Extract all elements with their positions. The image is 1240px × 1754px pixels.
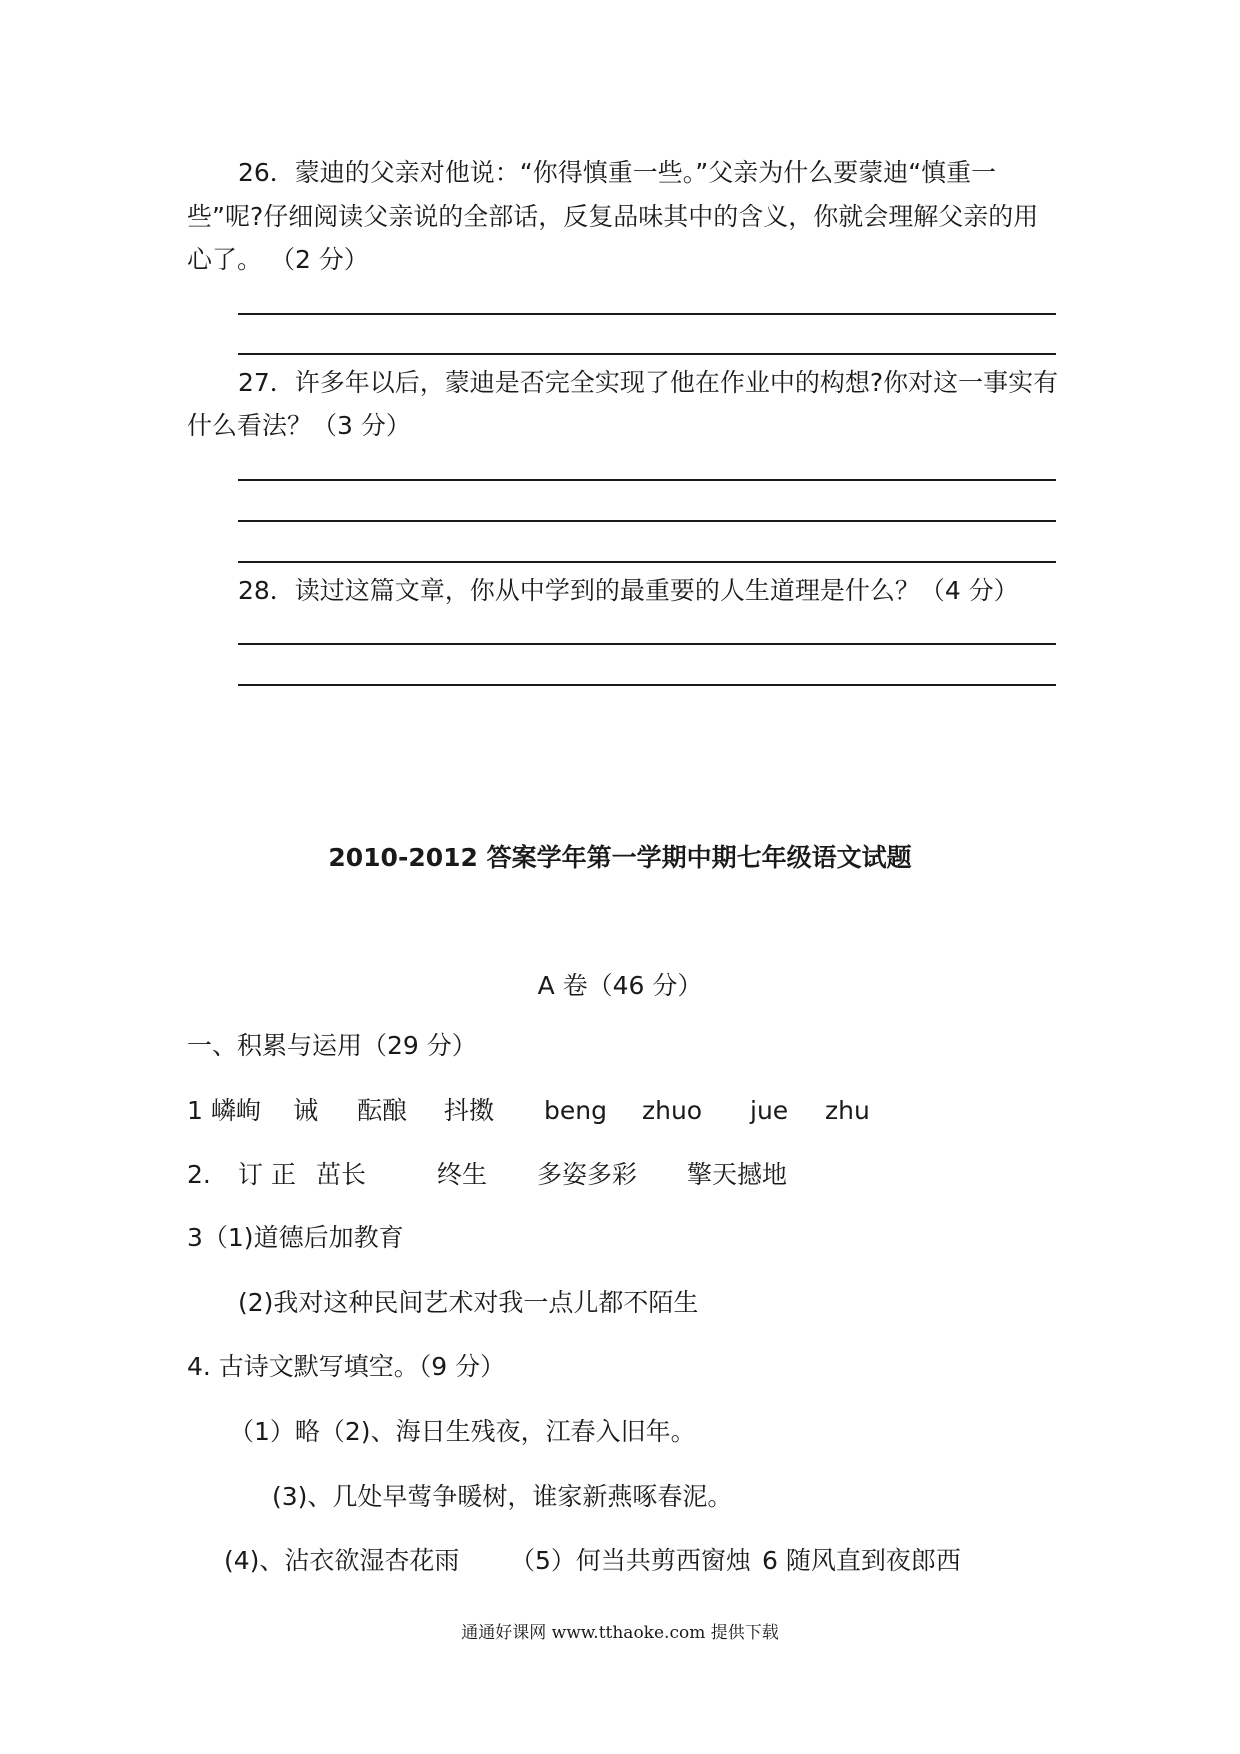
section-heading: 一、积累与运用（29 分）	[187, 1031, 477, 1060]
q26-line-1: 26．蒙迪的父亲对他说：“你得慎重一些。”父亲为什么要蒙迪“慎重一	[238, 158, 997, 187]
q27-line-1: 27．许多年以后，蒙迪是否完全实现了他在作业中的构想?你对这一事实有	[238, 368, 1059, 397]
answer-term: 订 正	[238, 1160, 296, 1189]
q28-line-1: 28．读过这篇文章，你从中学到的最重要的人生道理是什么？（4 分）	[238, 576, 1019, 605]
answer-line	[238, 313, 1056, 315]
answer-item-4a: （1）略（2)、海日生残夜，江春入旧年。	[229, 1417, 696, 1446]
q27-line-2: 什么看法？（3 分）	[187, 411, 411, 440]
page-footer: 通通好课网 www.tthaoke.com 提供下载	[461, 1623, 779, 1643]
answer-term: (4)、沾衣欲湿杏花雨	[224, 1546, 460, 1575]
answer-term: 抖擞	[444, 1096, 495, 1125]
answer-term: 6 随风直到夜郎西	[762, 1546, 961, 1575]
answer-line	[238, 561, 1056, 563]
volume-heading: A 卷（46 分）	[537, 971, 703, 1000]
answer-term: （5）何当共剪西窗烛	[510, 1546, 751, 1575]
answer-term: zhuo	[642, 1096, 703, 1125]
answer-term: 诫	[293, 1096, 319, 1125]
answer-term: 茁长	[316, 1160, 367, 1189]
answer-item-3a: 3（1)道德后加教育	[187, 1223, 404, 1252]
answer-term: 擎天撼地	[687, 1160, 788, 1189]
answer-term: 2.	[187, 1160, 211, 1189]
answer-line	[238, 520, 1056, 522]
answer-line	[238, 643, 1056, 645]
answer-term: beng	[544, 1096, 607, 1125]
answer-line	[238, 353, 1056, 355]
answer-item-4b: (3)、几处早莺争暖树，谁家新燕啄春泥。	[272, 1482, 733, 1511]
answer-term: 1 嶙峋	[187, 1096, 261, 1125]
answer-line	[238, 479, 1056, 481]
answer-term: zhu	[825, 1096, 870, 1125]
answer-term: 终生	[437, 1160, 488, 1189]
answer-key-title: 2010-2012 答案学年第一学期中期七年级语文试题	[328, 843, 912, 872]
q26-line-2: 些”呢?仔细阅读父亲说的全部话，反复品味其中的含义，你就会理解父亲的用	[187, 202, 1039, 231]
q26-line-3: 心了。 （2 分）	[187, 245, 369, 274]
answer-term: 多姿多彩	[537, 1160, 638, 1189]
answer-term: 酝酿	[357, 1096, 408, 1125]
answer-item-4: 4. 古诗文默写填空。（9 分）	[187, 1352, 506, 1381]
answer-item-3b: (2)我对这种民间艺术对我一点儿都不陌生	[238, 1288, 699, 1317]
answer-line	[238, 684, 1056, 686]
answer-term: jue	[750, 1096, 789, 1125]
